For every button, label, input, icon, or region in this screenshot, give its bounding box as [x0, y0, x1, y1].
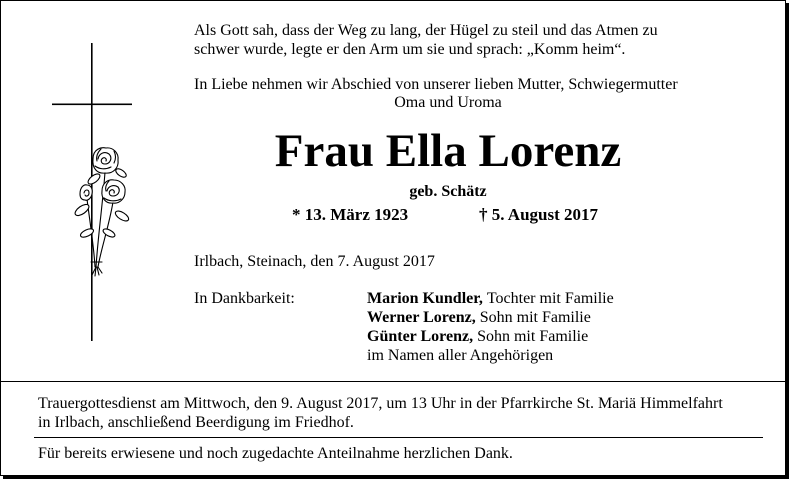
- service-info-line: in Irlbach, anschließend Beerdigung im Friedhof.: [38, 414, 354, 431]
- rose-icon: [102, 180, 125, 203]
- intro-verse: [194, 21, 658, 59]
- service-info-line: Trauergottesdienst am Mittwoch, den 9. August 2017, um 13 Uhr in der Pfarrkirche St. Mariä Himmelfahrt: [38, 395, 723, 412]
- farewell-line: Oma und Uroma: [394, 94, 502, 111]
- cross-horizontal-beam: [52, 104, 132, 106]
- mourner-relation: Sohn mit Familie: [479, 309, 591, 326]
- mourner-entry: [367, 308, 614, 327]
- mourner-name: Günter Lorenz,: [367, 328, 474, 345]
- mourners-list: [367, 289, 614, 365]
- farewell-line: In Liebe nehmen wir Abschied von unserer lieben Mutter, Schwiegermutter: [194, 76, 678, 93]
- maiden-name: geb. Schätz: [409, 183, 487, 200]
- rose-bouquet-icon: [73, 148, 130, 276]
- mourner-entry: [367, 327, 614, 346]
- mourner-relation: Tochter mit Familie: [486, 290, 614, 307]
- divider: [1, 381, 785, 382]
- rose-icon: [93, 148, 118, 173]
- birth-date: * 13. März 1923: [292, 205, 409, 224]
- mourner-entry: [367, 289, 614, 308]
- death-date: † 5. August 2017: [479, 205, 599, 224]
- place-date: Irlbach, Steinach, den 7. August 2017: [194, 253, 435, 270]
- divider: [34, 437, 763, 438]
- thanks-label: In Dankbarkeit:: [194, 290, 295, 307]
- rose-bud-icon: [80, 185, 92, 200]
- mourner-name: Marion Kundler,: [367, 290, 483, 307]
- closing-thanks: Für bereits erwiesene und noch zugedachte Anteilnahme herzlichen Dank.: [38, 445, 513, 462]
- mourners-footer: im Namen aller Angehörigen: [367, 347, 554, 364]
- service-info: [38, 394, 723, 432]
- mourner-relation: Sohn mit Familie: [477, 328, 589, 345]
- intro-verse-line: Als Gott sah, dass der Weg zu lang, der Hügel zu steil und das Atmen zu: [194, 22, 658, 39]
- deceased-name: Frau Ella Lorenz: [274, 125, 622, 177]
- mourner-name: Werner Lorenz,: [367, 309, 476, 326]
- intro-verse-line: schwer wurde, legte er den Arm um sie und sprach: „Komm heim“.: [194, 41, 626, 58]
